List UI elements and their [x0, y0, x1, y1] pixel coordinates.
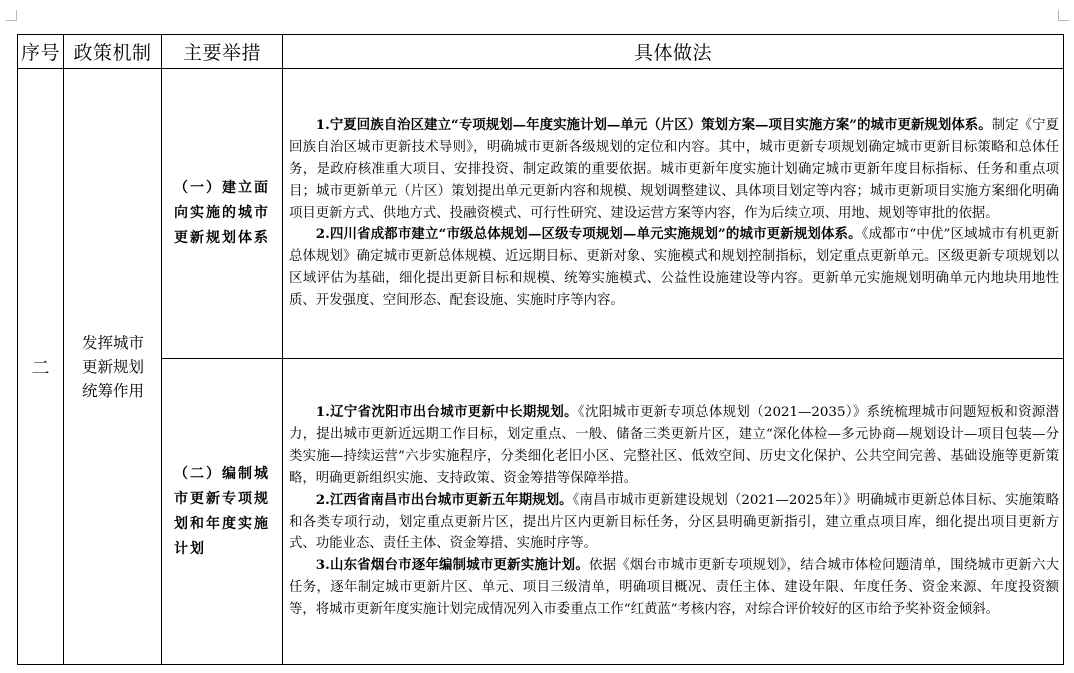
- practice-item: [289, 490, 1059, 556]
- mechanism-cell: 发挥城市更新规划统筹作用: [64, 69, 162, 665]
- header-row: [18, 35, 1064, 69]
- crop-mark-top-left: [6, 10, 17, 21]
- table-row: [18, 359, 1064, 665]
- practice-item: [289, 115, 1059, 225]
- measure-title-1: （一）建立面向实施的城市更新规划体系: [162, 69, 283, 359]
- crop-mark-top-right: [1058, 10, 1069, 21]
- practice-item-heading: 2.江西省南昌市出台城市更新五年期规划。: [315, 491, 573, 508]
- practice-item: [289, 224, 1059, 312]
- practice-item-body: 《南昌市城市更新建设规划（2021—2025年）》明确城市更新总体目标、实施策略和各类专项行动，划定重点更新片区，提出片区内更新目标任务，分区县明确更新指引，建立重点项目库，细化提出项目更新方式、功能业态、责任主体、资金筹措、实施时序等。: [289, 492, 1059, 552]
- practice-cell-1: [283, 69, 1064, 359]
- header-seq: 序号: [18, 35, 64, 69]
- practice-item-heading: 3.山东省烟台市逐年编制城市更新实施计划。: [315, 557, 589, 574]
- header-mechanism: 政策机制: [64, 35, 162, 69]
- practice-item-heading: 1.辽宁省沈阳市出台城市更新中长期规划。: [315, 403, 578, 420]
- header-practice: 具体做法: [283, 35, 1064, 69]
- measure-title-2: （二）编制城市更新专项规划和年度实施计划: [162, 359, 283, 665]
- table-row: [18, 69, 1064, 359]
- header-measures: 主要举措: [162, 35, 283, 69]
- policy-table: [17, 34, 1064, 665]
- seq-cell: 二: [18, 69, 64, 665]
- practice-item-body: 《沈阳城市更新专项总体规划（2021—2035）》系统梳理城市问题短板和资源潜力，提出城市更新近远期工作目标，划定重点、一般、储备三类更新片区，建立“深化体检—多元协商—规划设计—项目包装—分类实施—持续运营”六步实施程序，分类细化老旧小区、完整社区、低效空间、历史文化保护、公共空间完善、基础设施等更新策略，明确更新组织实施、支持政策、资金筹措等保障举措。: [289, 404, 1059, 486]
- practice-item-body: 制定《宁夏回族自治区城市更新技术导则》，明确城市更新各级规划的定位和内容。其中，城市更新专项规划确定城市更新目标策略和总体任务，是政府核准重大项目、安排投资、制定政策的重要依据。城市更新年度实施计划确定城市更新年度目标指标、任务和重点项目；城市更新单元（片区）策划提出单元更新内容和规模、规划调整建议、具体项目划定等内容；城市更新项目实施方案细化明确项目更新方式、供地方式、投融资模式、可行性研究、建设运营方案等内容，作为后续立项、用地、规划等审批的依据。: [289, 117, 1060, 221]
- practice-item: [289, 402, 1059, 490]
- practice-cell-2: [283, 359, 1064, 665]
- practice-item: [289, 555, 1059, 621]
- practice-item-body: 依据《烟台市城市更新专项规划》，结合城市体检问题清单，围绕城市更新六大任务，逐年制定城市更新片区、单元、项目三级清单，明确项目概况、责任主体、建设年限、年度任务、资金来源、年度投资额等，将城市更新年度实施计划完成情况列入市委重点工作“红黄蓝”考核内容，对综合评价较好的区市给予奖补资金倾斜。: [289, 558, 1059, 618]
- practice-item-heading: 1.宁夏回族自治区建立“专项规划—年度实施计划—单元（片区）策划方案—项目实施方案”的城市更新规划体系。: [315, 116, 992, 133]
- practice-item-body: 《成都市“中优”区域城市有机更新总体规划》确定城市更新总体规模、近远期目标、更新对象、实施模式和规划控制指标，划定重点更新单元。区级更新专项规划以区域评估为基础，细化提出更新目标和规模、统筹实施模式、公益性设施建设等内容。更新单元实施规划明确单元内地块用地性质、开发强度、空间形态、配套设施、实施时序等内容。: [289, 227, 1059, 309]
- practice-item-heading: 2.四川省成都市建立“市级总体规划—区级专项规划—单元实施规划”的城市更新规划体系。: [315, 226, 862, 243]
